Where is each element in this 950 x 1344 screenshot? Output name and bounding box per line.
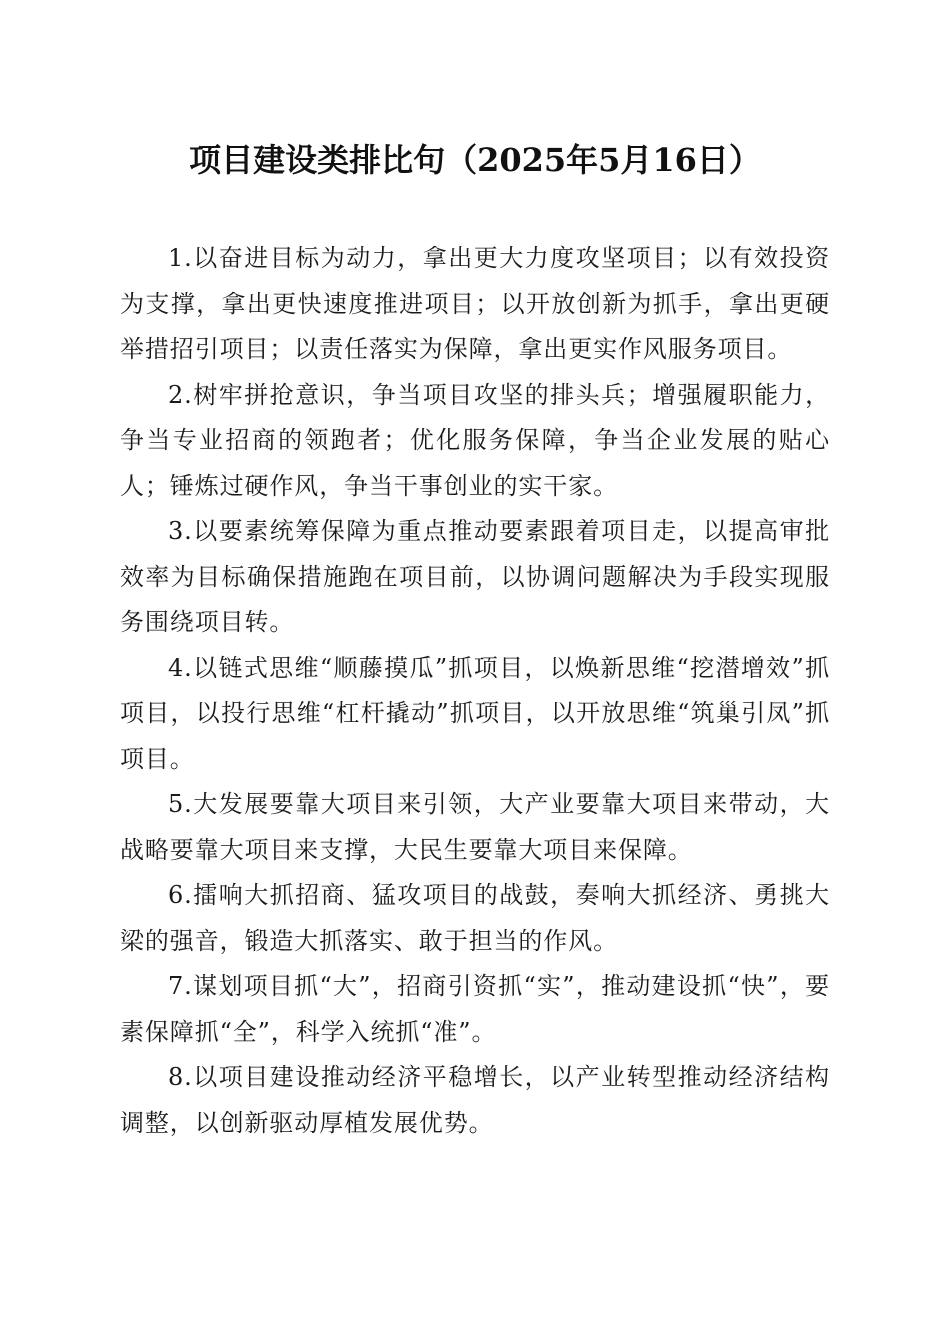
paragraph-4: 4.以链式思维“顺藤摸瓜”抓项目，以焕新思维“挖潜增效”抓项目，以投行思维“杠杆撬动”抓项目，以开放思维“筑巢引凤”抓项目。: [120, 653, 830, 773]
paragraph-3: 3.以要素统筹保障为重点推动要素跟着项目走，以提高审批效率为目标确保措施跑在项目前，以协调问题解决为手段实现服务围绕项目转。: [120, 517, 830, 636]
document-title: 项目建设类排比句（2025年5月16日）: [189, 141, 761, 179]
paragraph-6: 6.擂响大抓招商、猛攻项目的战鼓，奏响大抓经济、勇挑大梁的强音，锻造大抓落实、敢于担当的作风。: [120, 881, 830, 955]
paragraph-1: 1.以奋进目标为动力，拿出更大力度攻坚项目；以有效投资为支撑，拿出更快速度推进项目；以开放创新为抓手，拿出更硬举措招引项目；以责任落实为保障，拿出更实作风服务项目。: [120, 244, 830, 363]
document-body: [120, 236, 830, 1146]
paragraph-7: 7.谋划项目抓“大”，招商引资抓“实”，推动建设抓“快”，要素保障抓“全”，科学入统抓“准”。: [120, 972, 830, 1046]
paragraph-5: 5.大发展要靠大项目来引领，大产业要靠大项目来带动，大战略要靠大项目来支撑，大民生要靠大项目来保障。: [120, 790, 830, 864]
paragraph-2: 2.树牢拼抢意识，争当项目攻坚的排头兵；增强履职能力，争当专业招商的领跑者；优化服务保障，争当企业发展的贴心人；锤炼过硬作风，争当干事创业的实干家。: [120, 380, 830, 500]
paragraph-8: 8.以项目建设推动经济平稳增长，以产业转型推动经济结构调整，以创新驱动厚植发展优势。: [120, 1063, 830, 1137]
